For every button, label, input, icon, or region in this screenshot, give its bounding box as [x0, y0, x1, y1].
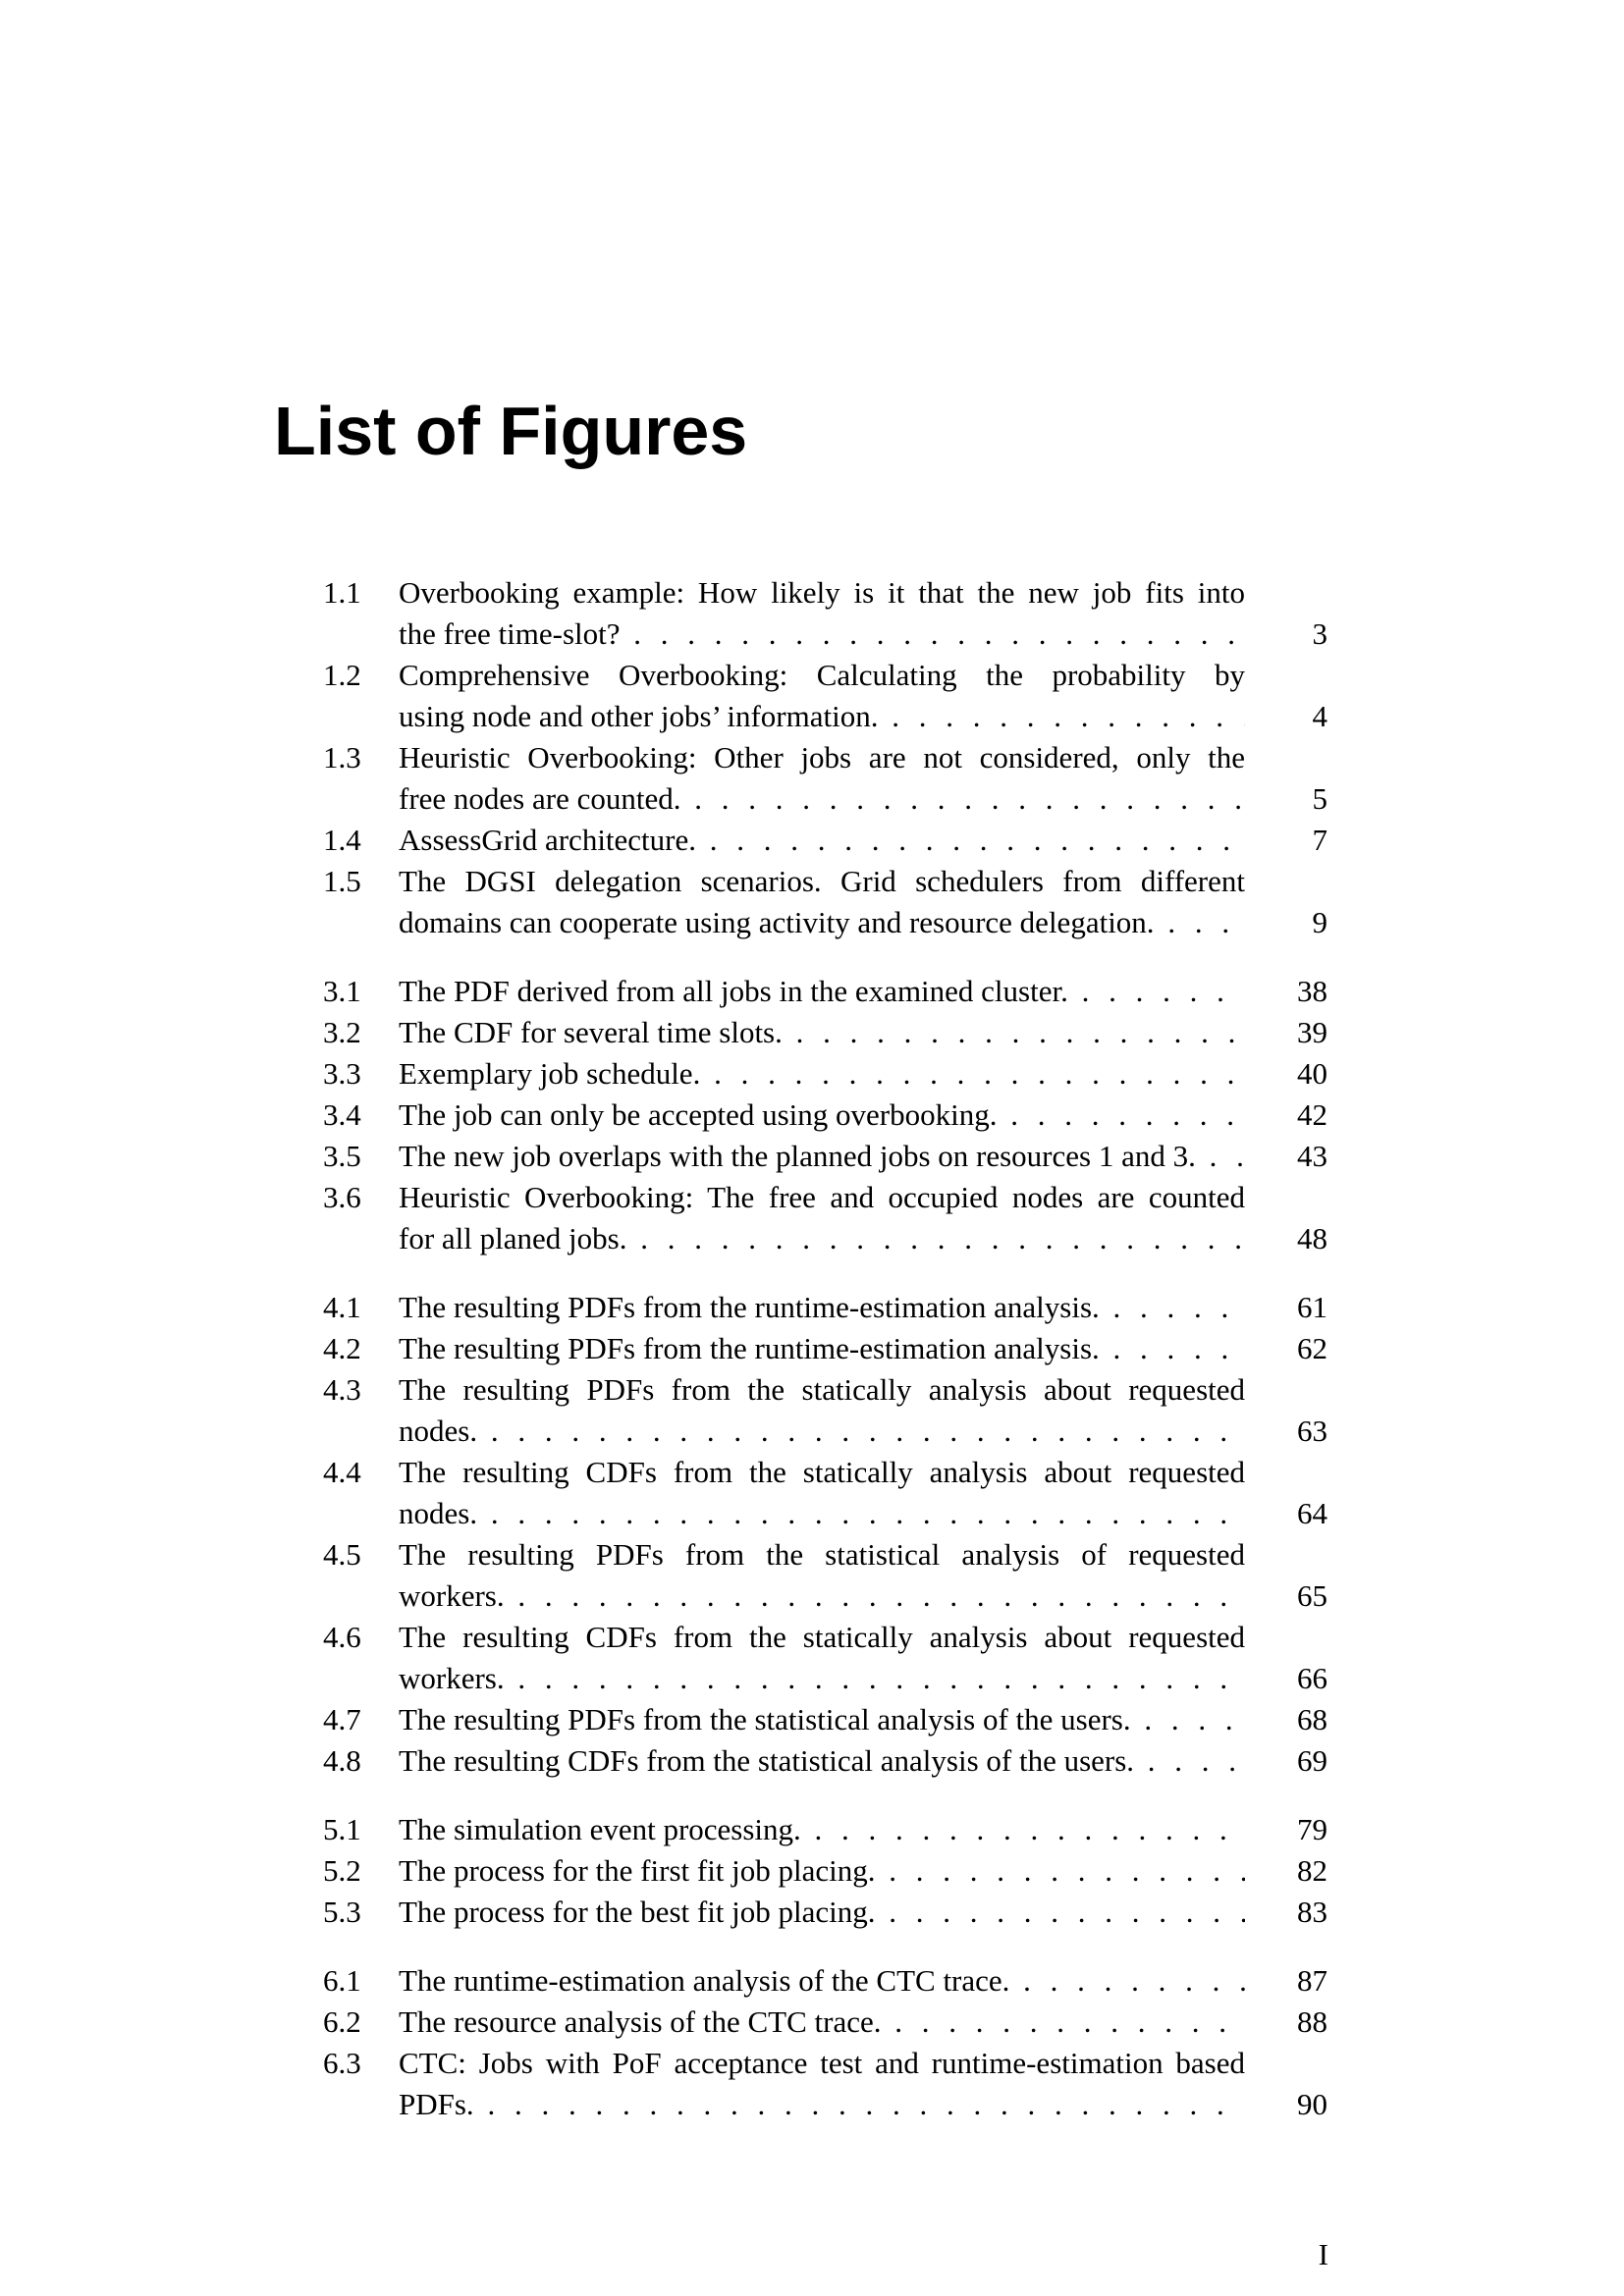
figure-entry[interactable] [0, 2002, 1624, 2043]
figure-page-number: 39 [1297, 1015, 1327, 1049]
figure-entry-line [0, 1136, 1624, 1177]
figure-page-number: 88 [1297, 2004, 1327, 2039]
figure-entry[interactable] [0, 1012, 1624, 1053]
figure-entry[interactable] [0, 1850, 1624, 1892]
figure-entry[interactable] [0, 1892, 1624, 1933]
figure-entry[interactable] [0, 1617, 1624, 1699]
figure-caption: Heuristic Overbooking: The free and occupied nodes are counted [399, 1180, 1245, 1214]
figure-entry-line [0, 971, 1624, 1012]
figure-entry[interactable] [0, 1328, 1624, 1369]
figure-page-number: 63 [1297, 1414, 1327, 1448]
figure-caption: The DGSI delegation scenarios. Grid schedulers from different [399, 864, 1245, 898]
figure-entry-line [0, 1411, 1624, 1452]
figure-entry-line [0, 1575, 1624, 1617]
figure-entry-line [0, 1452, 1624, 1493]
figure-entry-line [0, 778, 1624, 820]
figure-group [0, 971, 1624, 1259]
figure-page-number: 61 [1297, 1290, 1327, 1324]
figure-caption: The process for the best fit job placing. . . . [399, 1892, 1245, 1933]
figure-caption: Comprehensive Overbooking: Calculating the probability by [399, 658, 1245, 692]
figure-caption: The resulting PDFs from the runtime-estimation analysis. . . . [399, 1287, 1245, 1328]
figure-group [0, 1809, 1624, 1933]
figure-entry[interactable] [0, 1053, 1624, 1095]
figure-entry-line [0, 737, 1624, 778]
figure-number: 4.5 [323, 1537, 361, 1572]
figure-caption: The resulting CDFs from the statically analysis about requested [399, 1455, 1245, 1489]
figure-caption: The resulting PDFs from the statistical analysis of the users. . . . [399, 1699, 1245, 1740]
figure-caption: nodes. . . . [399, 1493, 1245, 1534]
figure-entry[interactable] [0, 572, 1624, 655]
figure-caption: workers. . . . [399, 1658, 1245, 1699]
figure-entry-line [0, 2043, 1624, 2084]
list-of-figures [0, 572, 1624, 2153]
figure-entry[interactable] [0, 2043, 1624, 2125]
figure-number: 3.2 [323, 1015, 361, 1049]
figure-caption: PDFs. . . . [399, 2084, 1245, 2125]
figure-entry-line [0, 1369, 1624, 1411]
figure-entry-line [0, 1493, 1624, 1534]
figure-entry-line [0, 1892, 1624, 1933]
figure-entry[interactable] [0, 1740, 1624, 1782]
figure-number: 6.3 [323, 2046, 361, 2080]
figure-number: 6.1 [323, 1963, 361, 1998]
figure-caption: The process for the first fit job placing. . . . [399, 1850, 1245, 1892]
figure-entry-line [0, 1850, 1624, 1892]
figure-number: 5.1 [323, 1812, 361, 1846]
figure-entry-line [0, 1534, 1624, 1575]
figure-caption: The new job overlaps with the planned jobs on resources 1 and 3. . . . [399, 1136, 1245, 1177]
figure-entry-line [0, 861, 1624, 902]
figure-number: 3.1 [323, 974, 361, 1008]
figure-page-number: 40 [1297, 1056, 1327, 1091]
figure-number: 4.1 [323, 1290, 361, 1324]
figure-caption: for all planed jobs. . . . [399, 1218, 1245, 1259]
figure-entry[interactable] [0, 737, 1624, 820]
figure-entry[interactable] [0, 1452, 1624, 1534]
figure-number: 5.2 [323, 1853, 361, 1888]
figure-number: 3.4 [323, 1097, 361, 1132]
figure-caption: The resource analysis of the CTC trace. . . . [399, 2002, 1245, 2043]
figure-number: 6.2 [323, 2004, 361, 2039]
figure-entry-line [0, 1809, 1624, 1850]
figure-entry-line [0, 655, 1624, 696]
figure-number: 3.5 [323, 1139, 361, 1173]
figure-number: 1.4 [323, 823, 361, 857]
figure-caption: The simulation event processing. . . . [399, 1809, 1245, 1850]
figure-caption: AssessGrid architecture. . . . [399, 820, 1245, 861]
figure-entry[interactable] [0, 1960, 1624, 2002]
figure-entry[interactable] [0, 861, 1624, 943]
figure-group [0, 1287, 1624, 1782]
figure-group [0, 572, 1624, 943]
figure-entry[interactable] [0, 1534, 1624, 1617]
figure-entry-line [0, 1095, 1624, 1136]
figure-number: 1.2 [323, 658, 361, 692]
figure-caption: free nodes are counted. . . . [399, 778, 1245, 820]
figure-number: 3.3 [323, 1056, 361, 1091]
figure-caption: The resulting CDFs from the statically analysis about requested [399, 1620, 1245, 1654]
figure-caption: Exemplary job schedule. . . . [399, 1053, 1245, 1095]
figure-number: 4.8 [323, 1743, 361, 1778]
figure-page-number: 82 [1297, 1853, 1327, 1888]
figure-caption: The resulting PDFs from the statically analysis about requested [399, 1372, 1245, 1407]
figure-caption: the free time-slot? . . . [399, 614, 1245, 655]
figure-entry[interactable] [0, 1287, 1624, 1328]
figure-caption: Overbooking example: How likely is it that the new job fits into [399, 575, 1245, 610]
figure-entry-line [0, 696, 1624, 737]
figure-entry[interactable] [0, 655, 1624, 737]
figure-entry-line [0, 1740, 1624, 1782]
figure-page-number: 7 [1312, 823, 1327, 857]
figure-page-number: 68 [1297, 1702, 1327, 1736]
figure-caption: using node and other jobs’ information. . . . [399, 696, 1245, 737]
figure-caption: The job can only be accepted using overbooking. . . . [399, 1095, 1245, 1136]
figure-page-number: 69 [1297, 1743, 1327, 1778]
figure-number: 1.3 [323, 740, 361, 774]
figure-entry-line [0, 1617, 1624, 1658]
figure-number: 4.6 [323, 1620, 361, 1654]
figure-caption: The PDF derived from all jobs in the examined cluster. . . . [399, 971, 1245, 1012]
figure-entry-line [0, 902, 1624, 943]
figure-entry[interactable] [0, 820, 1624, 861]
figure-entry-line [0, 1287, 1624, 1328]
figure-page-number: 43 [1297, 1139, 1327, 1173]
figure-number: 1.1 [323, 575, 361, 610]
figure-number: 4.2 [323, 1331, 361, 1365]
figure-caption: The runtime-estimation analysis of the CTC trace. . . . [399, 1960, 1245, 2002]
figure-number: 5.3 [323, 1895, 361, 1929]
figure-page-number: 90 [1297, 2087, 1327, 2121]
figure-caption: The resulting CDFs from the statistical analysis of the users. . . . [399, 1740, 1245, 1782]
figure-caption: workers. . . . [399, 1575, 1245, 1617]
figure-page-number: 79 [1297, 1812, 1327, 1846]
figure-caption: Heuristic Overbooking: Other jobs are not considered, only the [399, 740, 1245, 774]
figure-page-number: 4 [1312, 699, 1327, 733]
figure-entry[interactable] [0, 971, 1624, 1012]
figure-caption: The CDF for several time slots. . . . [399, 1012, 1245, 1053]
figure-page-number: 5 [1312, 781, 1327, 816]
figure-entry-line [0, 2084, 1624, 2125]
figure-number: 1.5 [323, 864, 361, 898]
figure-entry[interactable] [0, 1809, 1624, 1850]
figure-page-number: 64 [1297, 1496, 1327, 1530]
figure-entry-line [0, 1218, 1624, 1259]
figure-number: 4.4 [323, 1455, 361, 1489]
figure-caption: The resulting PDFs from the statistical analysis of requested [399, 1537, 1245, 1572]
figure-caption: nodes. . . . [399, 1411, 1245, 1452]
figure-entry[interactable] [0, 1369, 1624, 1452]
figure-group [0, 1960, 1624, 2125]
figure-entry-line [0, 2002, 1624, 2043]
figure-page-number: 42 [1297, 1097, 1327, 1132]
figure-entry[interactable] [0, 1136, 1624, 1177]
figure-caption: CTC: Jobs with PoF acceptance test and runtime-estimation based [399, 2046, 1245, 2080]
figure-number: 4.3 [323, 1372, 361, 1407]
figure-page-number: 38 [1297, 974, 1327, 1008]
figure-number: 4.7 [323, 1702, 361, 1736]
figure-entry-line [0, 1960, 1624, 2002]
figure-page-number: 83 [1297, 1895, 1327, 1929]
figure-caption: The resulting PDFs from the runtime-estimation analysis. . . . [399, 1328, 1245, 1369]
figure-page-number: 9 [1312, 905, 1327, 939]
figure-page-number: 48 [1297, 1221, 1327, 1255]
page-title: List of Figures [274, 393, 748, 469]
figure-entry[interactable] [0, 1177, 1624, 1259]
figure-entry[interactable] [0, 1095, 1624, 1136]
figure-entry-line [0, 1328, 1624, 1369]
figure-entry-line [0, 1177, 1624, 1218]
figure-page-number: 87 [1297, 1963, 1327, 1998]
figure-entry-line [0, 1699, 1624, 1740]
figure-page-number: 62 [1297, 1331, 1327, 1365]
figure-page-number: 65 [1297, 1578, 1327, 1613]
page-number: I [1318, 2237, 1328, 2271]
figure-entry-line [0, 1658, 1624, 1699]
figure-number: 3.6 [323, 1180, 361, 1214]
figure-entry-line [0, 572, 1624, 614]
figure-entry-line [0, 820, 1624, 861]
figure-page-number: 3 [1312, 616, 1327, 651]
figure-entry[interactable] [0, 1699, 1624, 1740]
figure-entry-line [0, 1053, 1624, 1095]
figure-page-number: 66 [1297, 1661, 1327, 1695]
figure-entry-line [0, 1012, 1624, 1053]
figure-entry-line [0, 614, 1624, 655]
figure-caption: domains can cooperate using activity and resource delegation. . . . [399, 902, 1245, 943]
